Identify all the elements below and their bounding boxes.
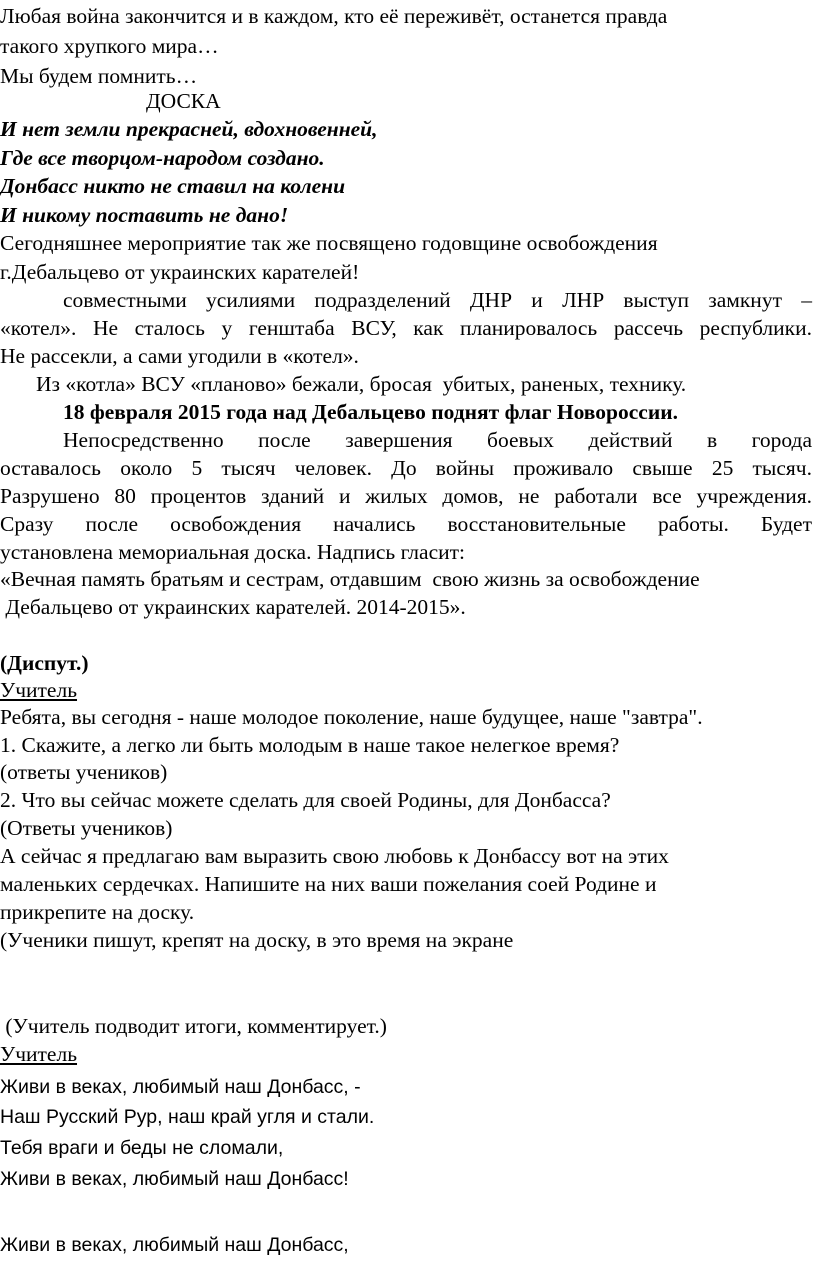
text-line: оставалось около 5 тысяч человек. До войны проживало свыше 25 тысяч. [0, 456, 812, 480]
text-line: Дебальцево от украинских карателей. 2014-2015». [0, 595, 466, 619]
text-line: маленьких сердечках. Напишите на них ваши пожелания соей Родине и [0, 872, 657, 896]
poem-line: И нет земли прекрасней, вдохновенней, [0, 117, 378, 141]
text-line: Мы будем помнить… [0, 64, 198, 88]
bold-statement: 18 февраля 2015 года над Дебальцево поднят флаг Новороссии. [63, 400, 678, 424]
speaker-label-teacher: Учитель [0, 678, 78, 702]
text-line: (Ученики пишут, крепят на доску, в это время на экране [0, 928, 514, 952]
text-line: Не рассекли, а сами угодили в «котел». [0, 344, 359, 368]
text-line: А сейчас я предлагаю вам выразить свою любовь к Донбассу вот на этих [0, 844, 669, 868]
poem-line: Тебя враги и беды не сломали, [0, 1137, 284, 1159]
text-line: совместными усилиями подразделений ДНР и ЛНР выступ замкнут – [63, 288, 812, 312]
speaker-label-teacher: Учитель [0, 1042, 78, 1066]
poem-line: Живи в веках, любимый наш Донбасс, [0, 1234, 349, 1256]
poem-line: Донбасс никто не ставил на колени [0, 174, 346, 198]
text-line: установлена мемориальная доска. Надпись гласит: [0, 540, 465, 564]
poem-line: Где все творцом-народом создано. [0, 146, 325, 170]
text-line: «Вечная память братьям и сестрам, отдавшим свою жизнь за освобождение [0, 567, 700, 591]
text-line: 2. Что вы сейчас можете сделать для своей Родины, для Донбасса? [0, 788, 611, 812]
text-line: Непосредственно после завершения боевых действий в города [63, 428, 812, 452]
poem-line: И никому поставить не дано! [0, 203, 289, 227]
section-heading-dispute: (Диспут.) [0, 651, 89, 675]
text-line: г.Дебальцево от украинских карателей! [0, 260, 360, 284]
text-line: 1. Скажите, а легко ли быть молодым в наше такое нелегкое время? [0, 733, 620, 757]
text-line: Ребята, вы сегодня - наше молодое поколение, наше будущее, наше "завтра". [0, 705, 703, 729]
poem-line: Живи в веках, любимый наш Донбасс! [0, 1168, 349, 1190]
text-line: Сразу после освобождения начались восстановительные работы. Будет [0, 512, 812, 536]
text-line: (Учитель подводит итоги, комментирует.) [0, 1014, 387, 1038]
text-line: Разрушено 80 процентов зданий и жилых домов, не работали все учреждения. [0, 484, 812, 508]
text-line: прикрепите на доску. [0, 900, 195, 924]
poem-line: Живи в веках, любимый наш Донбасс, - [0, 1076, 361, 1098]
text-line: (Ответы учеников) [0, 816, 173, 840]
section-heading-board: ДОСКА [146, 89, 221, 113]
text-line: Любая война закончится и в каждом, кто её переживёт, останется правда [0, 4, 668, 28]
text-line: Сегодняшнее мероприятие так же посвящено годовщине освобождения [0, 231, 658, 255]
text-line: Из «котла» ВСУ «планово» бежали, бросая убитых, раненых, технику. [36, 372, 687, 396]
poem-line: Наш Русский Рур, наш край угля и стали. [0, 1106, 375, 1128]
text-line: «котел». Не сталось у генштаба ВСУ, как планировалось рассечь республики. [0, 316, 812, 340]
text-line: такого хрупкого мира… [0, 34, 219, 58]
text-line: (ответы учеников) [0, 760, 168, 784]
